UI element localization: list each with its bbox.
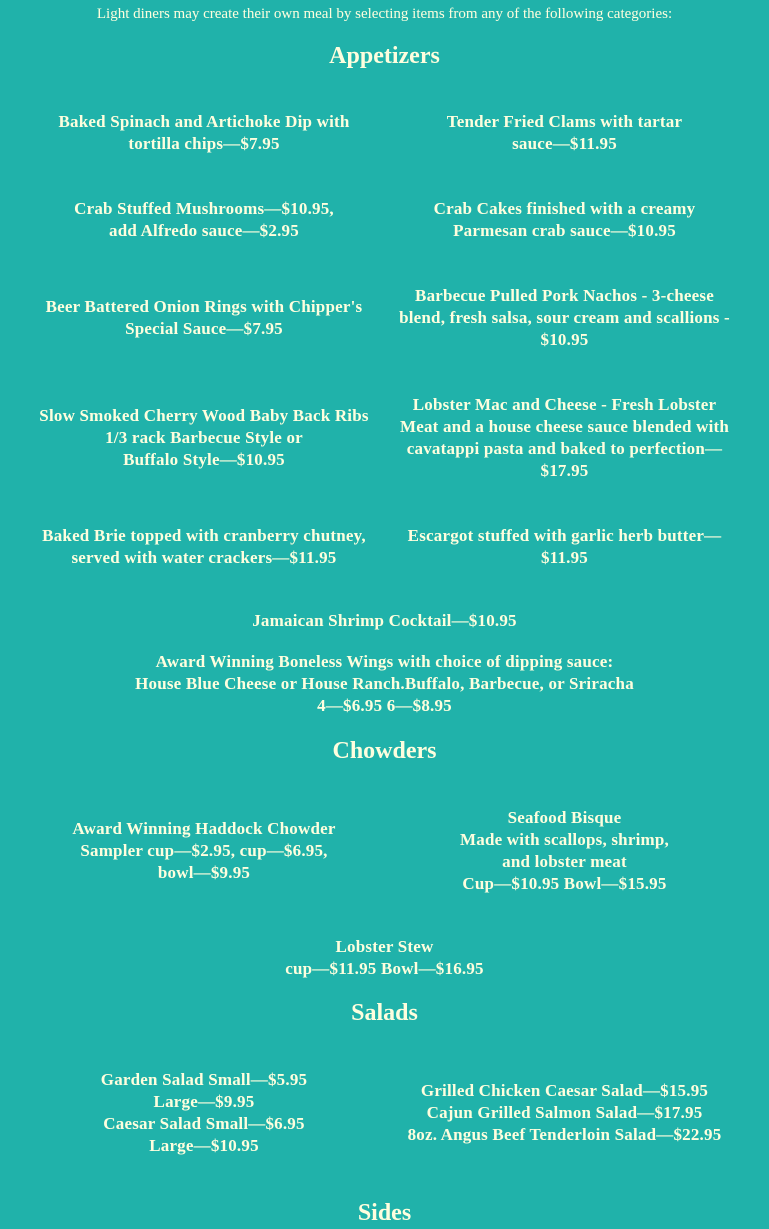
item-line: 4—$6.95 6—$8.95: [317, 696, 452, 715]
item-line: Barbecue Pulled Pork Nachos - 3-cheese: [415, 286, 714, 305]
item-line: Buffalo Style—$10.95: [123, 450, 285, 469]
item-line: House Blue Cheese or House Ranch.Buffalo, Barbecue, or Sriracha: [135, 674, 634, 693]
salads-heading: Salads: [351, 1000, 418, 1026]
item-line: Large—$10.95: [149, 1136, 259, 1155]
item-line: add Alfredo sauce—$2.95: [109, 221, 299, 240]
appetizer-crab-mushrooms: [24, 198, 384, 242]
item-line: Parmesan crab sauce—$10.95: [453, 221, 676, 240]
item-line: Baked Spinach and Artichoke Dip with: [58, 112, 350, 131]
appetizer-baked-brie: [24, 525, 384, 569]
appetizer-escargot: [384, 525, 745, 569]
appetizers-heading: Appetizers: [329, 43, 440, 69]
item-line: Cup—$10.95 Bowl—$15.95: [462, 874, 667, 893]
chowder-haddock: [24, 818, 384, 884]
appetizer-boneless-wings: [0, 651, 769, 717]
chowder-lobster-stew: [0, 936, 769, 980]
item-line: bowl—$9.95: [157, 863, 251, 882]
item-line: $11.95: [540, 548, 588, 567]
item-line: Escargot stuffed with garlic herb butter—: [407, 526, 722, 545]
item-line: Crab Cakes finished with a creamy: [433, 199, 696, 218]
intro-text: Light diners may create their own meal by selecting items from any of the following categories:: [96, 6, 673, 22]
chowders-heading: Chowders: [332, 738, 437, 764]
item-line: Baked Brie topped with cranberry chutney,: [42, 526, 366, 545]
item-line: Slow Smoked Cherry Wood Baby Back Ribs: [39, 406, 369, 425]
item-line: cup—$11.95 Bowl—$16.95: [285, 959, 484, 978]
item-line: sauce—$11.95: [512, 134, 617, 153]
item-line: Seafood Bisque: [507, 808, 622, 827]
item-line: Caesar Salad Small—$6.95: [103, 1114, 305, 1133]
item-line: cavatappi pasta and baked to perfection—: [406, 439, 723, 458]
item-line: $17.95: [540, 461, 589, 480]
appetizer-shrimp-cocktail: [0, 610, 769, 632]
item-line: Large—$9.95: [153, 1092, 255, 1111]
item-line: Meat and a house cheese sauce blended with: [399, 417, 730, 436]
item-line: and lobster meat: [502, 852, 627, 871]
item-line: 8oz. Angus Beef Tenderloin Salad—$22.95: [407, 1125, 722, 1144]
appetizer-fried-clams: [384, 111, 745, 155]
item-line: Award Winning Haddock Chowder: [72, 819, 336, 838]
item-line: $10.95: [540, 330, 589, 349]
sides-heading: Sides: [357, 1200, 412, 1226]
salads-entree: [384, 1080, 745, 1146]
item-line: Crab Stuffed Mushrooms—$10.95,: [74, 199, 334, 218]
appetizer-baby-back-ribs: [24, 405, 384, 471]
item-line: Special Sauce—$7.95: [125, 319, 283, 338]
item-line: served with water crackers—$11.95: [71, 548, 337, 567]
appetizer-onion-rings: [24, 296, 384, 340]
item-line: Grilled Chicken Caesar Salad—$15.95: [420, 1081, 709, 1100]
item-line: Tender Fried Clams with tartar: [446, 112, 683, 131]
item-line: tortilla chips—$7.95: [128, 134, 280, 153]
appetizer-lobster-mac: [384, 394, 745, 482]
item-line: Beer Battered Onion Rings with Chipper's: [45, 297, 363, 316]
item-line: blend, fresh salsa, sour cream and scallions -: [399, 308, 730, 327]
appetizer-crab-cakes: [384, 198, 745, 242]
item-line: Award Winning Boneless Wings with choice of dipping sauce:: [155, 652, 614, 671]
chowder-seafood-bisque: [384, 807, 745, 895]
item-line: Garden Salad Small—$5.95: [100, 1070, 308, 1089]
appetizer-spinach-dip: [24, 111, 384, 155]
item-line: Sampler cup—$2.95, cup—$6.95,: [80, 841, 328, 860]
item-line: Jamaican Shrimp Cocktail—$10.95: [252, 611, 517, 630]
item-line: Made with scallops, shrimp,: [460, 830, 669, 849]
item-line: Lobster Mac and Cheese - Fresh Lobster: [412, 395, 717, 414]
appetizer-pork-nachos: [384, 285, 745, 351]
item-line: 1/3 rack Barbecue Style or: [105, 428, 303, 447]
salads-garden-caesar: [24, 1069, 384, 1157]
item-line: Cajun Grilled Salmon Salad—$17.95: [426, 1103, 703, 1122]
item-line: Lobster Stew: [335, 937, 434, 956]
